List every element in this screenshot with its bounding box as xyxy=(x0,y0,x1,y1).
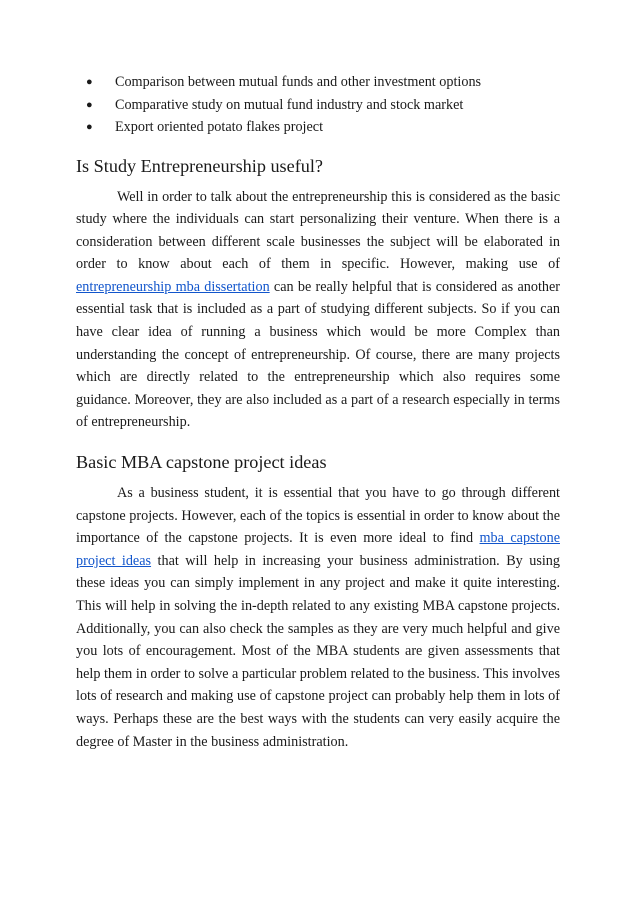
paragraph-text: that will help in increasing your business administration. By using these ideas you can simply implement in any project and make it quite interesting. This will help in solving the in-depth related to any existing MBA capstone projects. Additionally, you can also check the samples as they are very much helpful and give you lots of encouragement. Most of the MBA students are given assessments that help them in order to solve a particular problem related to the business. This involves lots of research and making use of capstone project can probably help them in lots of ways. Perhaps these are the best ways with the students can very easily acquire the degree of Master in the business administration. xyxy=(76,552,560,750)
list-item-text: Comparison between mutual funds and other investment options xyxy=(115,74,482,90)
list-item xyxy=(76,94,560,117)
entrepreneurship-dissertation-link[interactable]: entrepreneurship mba dissertation xyxy=(76,278,270,295)
document-page xyxy=(76,71,560,753)
capstone-project-ideas-link[interactable]: mba capstone project ideas xyxy=(76,530,560,569)
bullet-icon: ● xyxy=(86,98,93,111)
bullet-icon: ● xyxy=(86,121,93,133)
paragraph-text: can be really helpful that is considered as another essential task that is included as a part of studying different subjects. So if you can have clear idea of running a business which would be more Complex than understanding the concept of entrepreneurship. Of course, there are many projects which are directly related to the entrepreneurship which also requires some guidance. Moreover, they are also included as a part of a research especially in terms of entrepreneurship. xyxy=(76,278,560,431)
list-item xyxy=(76,71,560,94)
section-paragraph-entrepreneurship xyxy=(76,186,560,435)
list-item-text: Export oriented potato flakes project xyxy=(115,119,324,135)
section-paragraph-capstone xyxy=(76,482,560,753)
paragraph-text: Well in order to talk about the entrepreneurship this is considered as the basic study where the individuals can start personalizing their venture. When there is a consideration between different scale businesses the subject will be elaborated in order to know about each of them in specific. However, making use of xyxy=(76,188,560,273)
list-item xyxy=(76,116,560,139)
bullet-icon: ● xyxy=(86,76,93,88)
bullet-list xyxy=(76,71,560,139)
section-heading-entrepreneurship: Is Study Entrepreneurship useful? xyxy=(76,155,323,176)
section-heading-capstone: Basic MBA capstone project ideas xyxy=(76,452,327,473)
paragraph-text: As a business student, it is essential that you have to go through different capstone projects. However, each of the topics is essential in order to know about the importance of the capstone projects. It is even more ideal to find xyxy=(76,485,560,547)
list-item-text: Comparative study on mutual fund industry and stock market xyxy=(115,96,464,113)
